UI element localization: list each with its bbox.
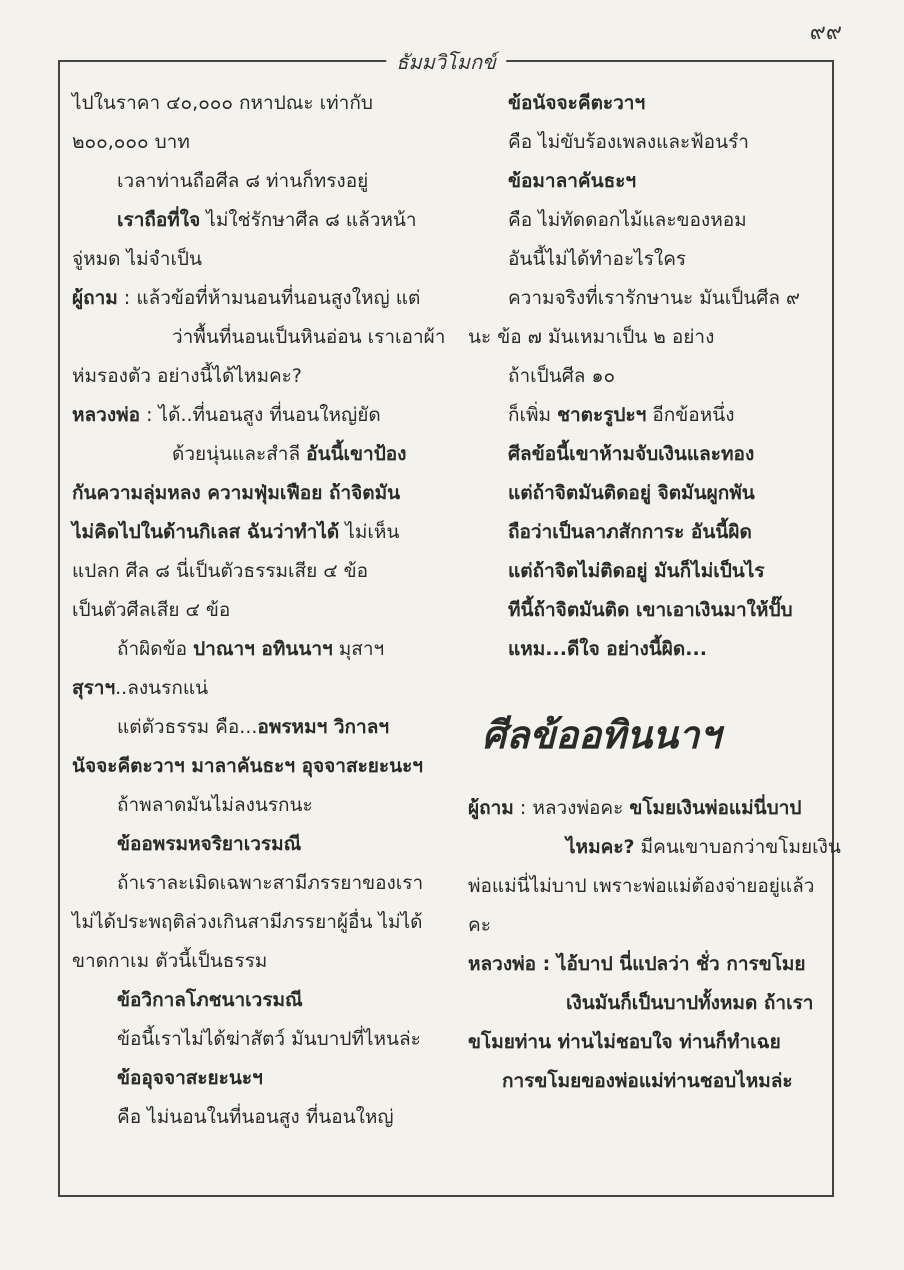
text-line: ข้อมาลาคันธะฯ <box>508 170 637 192</box>
text-line: ข้ออุจจาสะยะนะฯ <box>117 1067 263 1089</box>
text-line: ถ้าเราละเมิดเฉพาะสามีภรรยาของเรา <box>117 872 424 894</box>
text: ไม่ใช่รักษาศีล ๘ แล้วหน้า <box>200 209 417 231</box>
text: : ได้..ที่นอนสูง ที่นอนใหญ่ยัด <box>140 404 381 426</box>
text: ก็เพิ่ม <box>508 404 558 426</box>
bold-text: อันนี้เขาป้อง <box>306 443 407 465</box>
text-line: ข้อนี้เราไม่ได้ฆ่าสัตว์ มันบาปที่ไหนล่ะ <box>117 1028 421 1050</box>
text-line: นะ ข้อ ๗ มันเหมาเป็น ๒ อย่าง <box>468 326 715 348</box>
text: : หลวงพ่อคะ <box>513 797 630 819</box>
running-header-title: ธัมมวิโมกข์ <box>386 46 506 78</box>
text: : แล้วข้อที่ห้ามนอนที่นอนสูงใหญ่ แต่ <box>117 287 421 309</box>
page-number: ๙๙ <box>809 20 842 45</box>
left-column <box>72 84 452 1137</box>
text-line <box>468 828 841 867</box>
text-line: ขาดกาเม ตัวนี้เป็นธรรม <box>72 950 268 972</box>
text-line: ว่าพื้นที่นอนเป็นหินอ่อน เราเอาผ้า <box>172 326 446 348</box>
text: ด้วยนุ่นและสำลี <box>172 443 307 465</box>
text-line: การขโมยของพ่อแม่ท่านชอบไหมล่ะ <box>502 1070 793 1092</box>
text-line: เงินมันก็เป็นบาปทั้งหมด ถ้าเรา <box>566 992 814 1014</box>
text-line: ไปในราคา ๔๐,๐๐๐ กหาปณะ เท่ากับ <box>72 92 373 114</box>
text-line: ทีนี้ถ้าจิตมันติด เขาเอาเงินมาให้ปั๊บ <box>508 599 793 621</box>
text-line: เป็นตัวศีลเสีย ๔ ข้อ <box>72 599 231 621</box>
text: มุสาฯ <box>332 638 385 660</box>
text-line: ถ้าเป็นศีล ๑๐ <box>508 365 616 387</box>
speaker-label: หลวงพ่อ <box>72 404 141 426</box>
text-line: ข้อวิกาลโภชนาเวรมณี <box>117 989 303 1011</box>
text-line: กันความลุ่มหลง ความฟุ่มเฟือย ถ้าจิตมัน <box>72 482 401 504</box>
text-line: แต่ถ้าจิตมันติดอยู่ จิตมันผูกพัน <box>508 482 755 504</box>
text-line <box>468 945 824 984</box>
text-line: แหม...ดีใจ อย่างนี้ผิด... <box>508 638 707 660</box>
text-line: ศีลข้อนี้เขาห้ามจับเงินและทอง <box>508 443 755 465</box>
text-line: ข้อนัจจะคีตะวาฯ <box>508 92 646 114</box>
text: อีกข้อหนึ่ง <box>646 404 735 426</box>
bold-text: เราถือที่ใจ <box>117 209 201 231</box>
text-line: คือ ไม่นอนในที่นอนสูง ที่นอนใหญ่ <box>117 1106 394 1128</box>
text-line: ไม่ได้ประพฤติล่วงเกินสามีภรรยาผู้อื่น ไม่ได้ <box>72 911 423 933</box>
text-line: คะ <box>468 914 491 936</box>
bold-text: ไหมคะ? <box>566 836 635 858</box>
text: : ไอ้บาป นี่แปลว่า ชั่ว การขโมย <box>536 953 806 975</box>
text: ..ลงนรกแน่ <box>115 677 209 699</box>
text-line: แปลก ศีล ๘ นี่เป็นตัวธรรมเสีย ๔ ข้อ <box>72 560 369 582</box>
text: ไม่เห็น <box>339 521 400 543</box>
text-line <box>72 435 452 474</box>
speaker-label: ผู้ถาม <box>72 287 118 309</box>
bold-text: อพรหมฯ วิกาลฯ <box>257 716 390 738</box>
text-line: ความจริงที่เรารักษานะ มันเป็นศีล ๙ <box>508 287 800 309</box>
text-line: ถ้าพลาดมันไม่ลงนรกนะ <box>117 794 313 816</box>
text-line: ห่มรองตัว อย่างนี้ได้ไหมคะ? <box>72 365 302 387</box>
text-line <box>72 669 452 708</box>
text-line: ๒๐๐,๐๐๐ บาท <box>72 131 190 153</box>
text-line: เวลาท่านถือศีล ๘ ท่านก็ทรงอยู่ <box>117 170 369 192</box>
text-line <box>72 513 452 552</box>
text-line: พ่อแม่นี่ไม่บาป เพราะพ่อแม่ต้องจ่ายอยู่แล้ว <box>468 875 815 897</box>
text: ถ้าผิดข้อ <box>117 638 194 660</box>
text-line: ข้ออพรมหจริยาเวรมณี <box>117 833 302 855</box>
bold-text: ปาณาฯ อทินนาฯ <box>193 638 333 660</box>
text-line: ขโมยท่าน ท่านไม่ชอบใจ ท่านก็ทำเฉย <box>468 1031 781 1053</box>
text: แต่ตัวธรรม คือ... <box>117 716 258 738</box>
bold-text: ไม่คิดไปในด้านกิเลส ฉันว่าทำได้ <box>72 521 340 543</box>
text-line: นัจจะคีตะวาฯ มาลาคันธะฯ อุจจาสะยะนะฯ <box>72 755 423 777</box>
text-line: อันนี้ไม่ได้ทำอะไรใคร <box>508 248 687 270</box>
right-column <box>468 84 841 1101</box>
text-line <box>72 708 452 747</box>
bold-text: ชาตะรูปะฯ <box>557 404 647 426</box>
text-line <box>72 630 452 669</box>
text-line <box>468 396 824 435</box>
text-line: คือ ไม่ทัดดอกไม้และของหอม <box>508 209 747 231</box>
speaker-label: หลวงพ่อ <box>468 953 537 975</box>
section-heading: ศีลข้ออทินนาฯ <box>482 712 721 757</box>
text-line: ถือว่าเป็นลาภสักการะ อันนี้ผิด <box>508 521 752 543</box>
text-line: คือ ไม่ขับร้องเพลงและฟ้อนรำ <box>508 131 749 153</box>
text-line <box>72 201 452 240</box>
text-line <box>72 396 452 435</box>
text-line: จู่หมด ไม่จำเป็น <box>72 248 202 270</box>
text-line: แต่ถ้าจิตไม่ติดอยู่ มันก็ไม่เป็นไร <box>508 560 765 582</box>
bold-text: สุราฯ <box>72 677 116 699</box>
bold-text: ขโมยเงินพ่อแม่นี่บาป <box>629 797 802 819</box>
text: มีคนเขาบอกว่าขโมยเงิน <box>634 836 841 858</box>
text-line <box>72 279 452 318</box>
speaker-label: ผู้ถาม <box>468 797 514 819</box>
text-line <box>468 789 824 828</box>
